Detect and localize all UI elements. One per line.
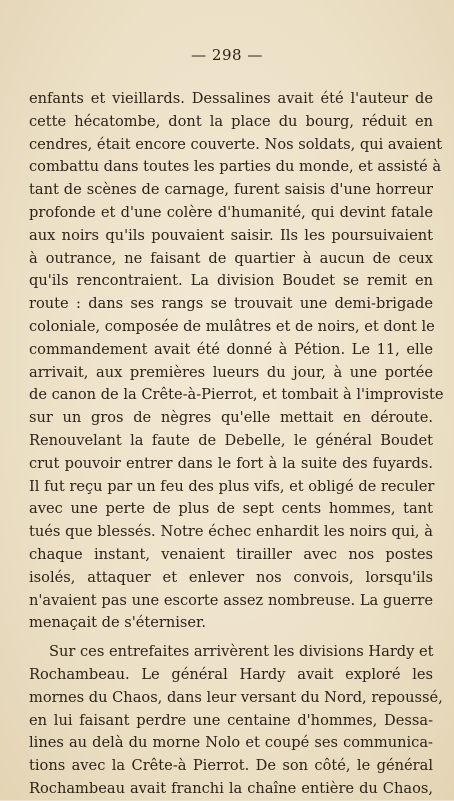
text-line: en lui faisant perdre une centaine d'hommes, Dessa-	[29, 711, 433, 729]
text-line: Rochambeau. Le général Hardy avait exploré les	[29, 665, 433, 683]
text-line: combattu dans toutes les parties du monde, et assisté à	[29, 158, 442, 176]
text-line: avec une perte de plus de sept cents hommes, tant	[29, 500, 433, 518]
text-line: lines au delà du morne Nolo et coupé ses communica-	[29, 734, 433, 752]
text-line: cendres, était encore couverte. Nos soldats, qui avaient	[29, 135, 443, 153]
paragraph-1	[29, 88, 444, 635]
text-line: arrivait, aux premières lueurs du jour, à une portée	[29, 363, 433, 381]
text-line: isolés, attaquer et enlever nos convois, lorsqu'ils	[29, 568, 433, 586]
text-line: n'avaient pas une escorte assez nombreuse. La guerre	[29, 591, 433, 609]
body-text	[29, 88, 444, 801]
text-line: chaque instant, venaient tirailler avec nos postes	[29, 545, 433, 563]
text-line: qu'ils rencontraient. La division Boudet se remit en	[29, 272, 433, 290]
text-line: Il fut reçu par un feu des plus vifs, et obligé de reculer	[29, 477, 435, 495]
text-line: route : dans ses rangs se trouvait une demi-brigade	[29, 295, 433, 313]
text-line: Rochambeau avait franchi la chaîne entière du Chaos,	[29, 779, 433, 797]
text-line: tués que blessés. Notre échec enhardit les noirs qui, à	[29, 523, 433, 541]
text-line: tant de scènes de carnage, furent saisis d'une horreur	[29, 181, 433, 199]
text-line: profonde et d'une colère d'humanité, qui devint fatale	[29, 203, 433, 221]
text-line: à outrance, ne faisant de quartier à aucun de ceux	[29, 249, 433, 267]
text-line: Sur ces entrefaites arrivèrent les divisions Hardy et	[49, 643, 434, 661]
text-line: aux noirs qu'ils pouvaient saisir. Ils les poursuivaient	[29, 226, 433, 244]
page-number: — 298 —	[191, 46, 263, 64]
text-line: enfants et vieillards. Dessalines avait été l'auteur de	[29, 90, 433, 107]
paragraph-2	[29, 641, 443, 801]
text-line: tions avec la Crête-à Pierrot. De son côté, le général	[29, 757, 433, 775]
text-line: cette hécatombe, dont la place du bourg, réduit en	[29, 112, 433, 130]
text-line: menaçait de s'éterniser.	[29, 614, 207, 632]
text-line: mornes du Chaos, dans leur versant du Nord, repoussé,	[29, 688, 443, 706]
text-line: sur un gros de nègres qu'elle mettait en déroute.	[29, 409, 433, 427]
text-line: Renouvelant la faute de Debelle, le général Boudet	[29, 431, 433, 449]
text-line: commandement avait été donné à Pétion. Le 11, elle	[29, 340, 433, 358]
text-line: coloniale, composée de mulâtres et de noirs, et dont le	[29, 317, 435, 335]
text-line: crut pouvoir entrer dans le fort à la suite des fuyards.	[29, 454, 433, 472]
text-line: de canon de la Crête-à-Pierrot, et tombait à l'improviste	[29, 386, 444, 404]
